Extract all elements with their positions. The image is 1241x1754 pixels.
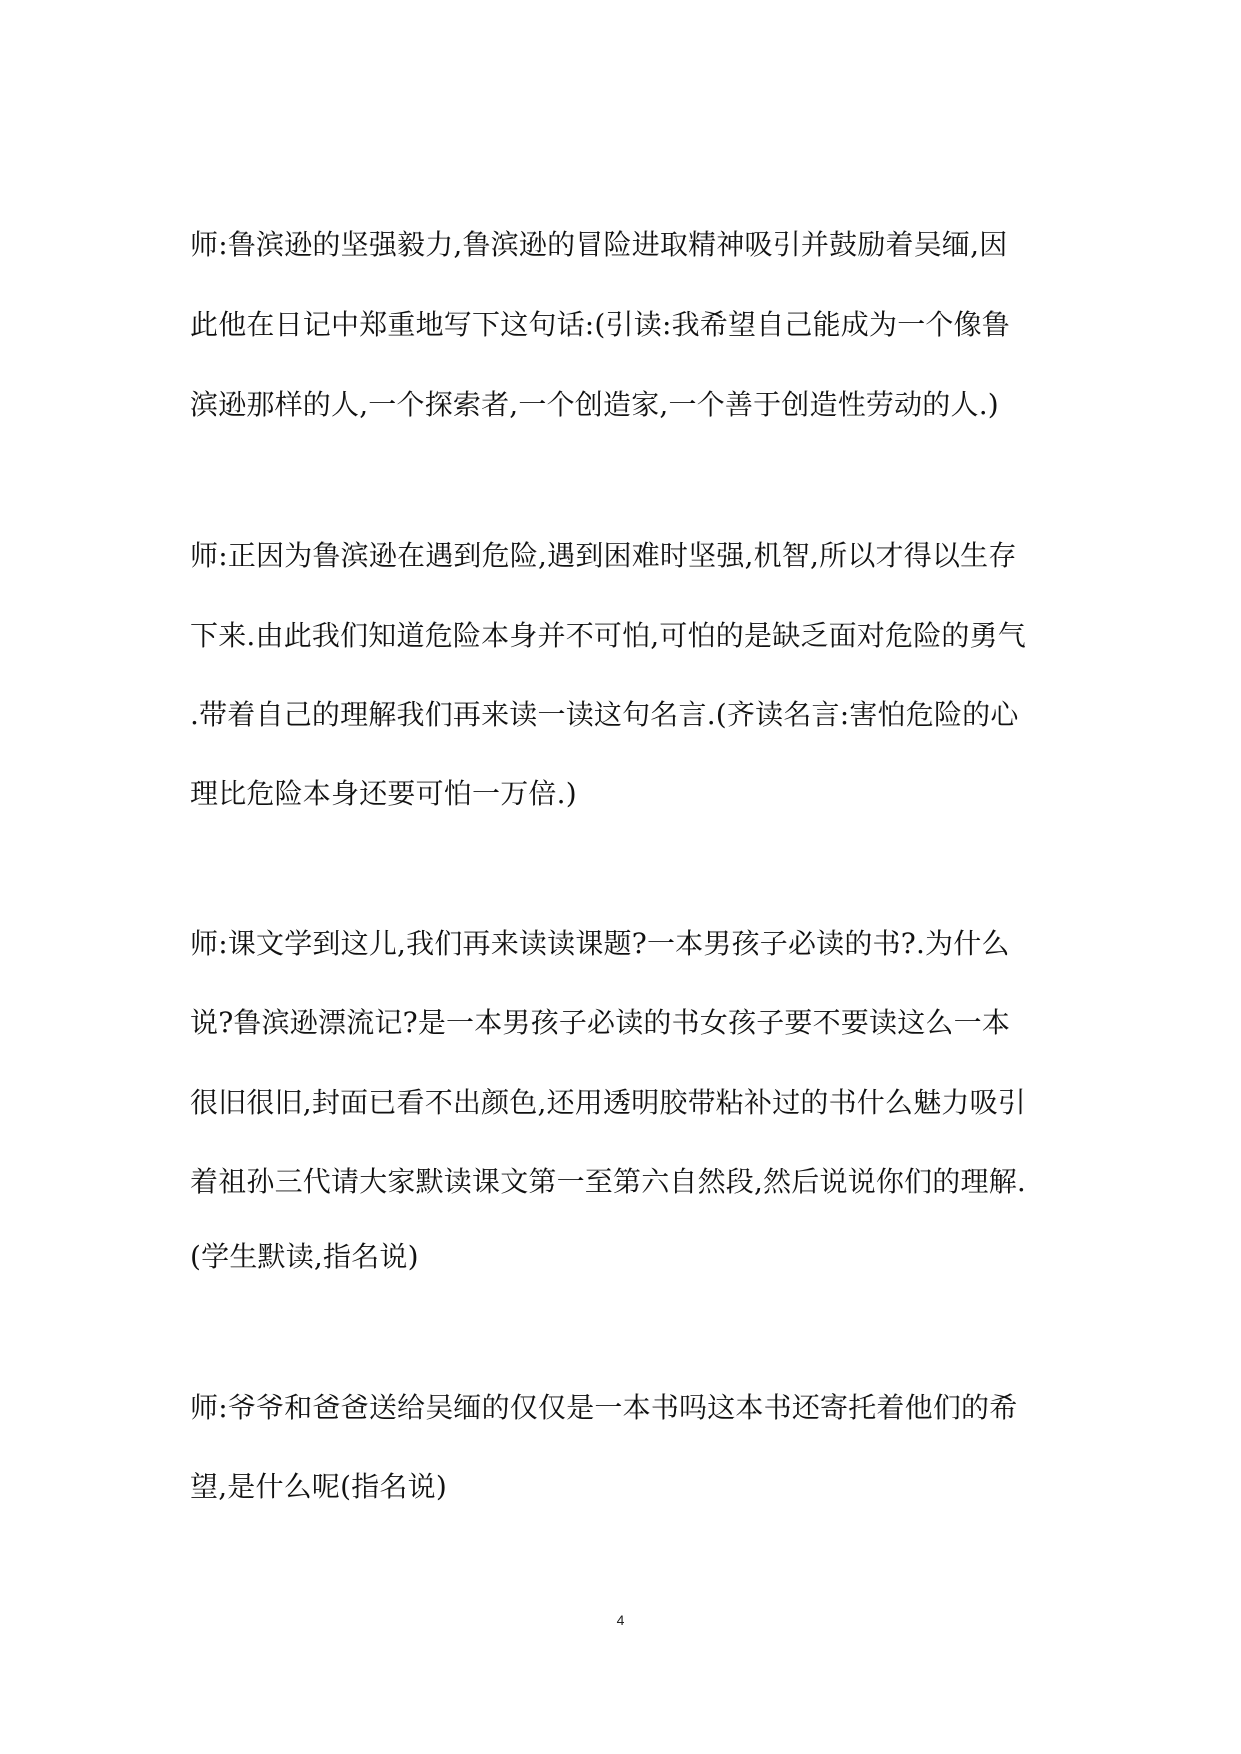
- paragraph-3-line-1: 师:课文学到这儿,我们再来读读课题?一本男孩子必读的书?.为什么: [190, 927, 1010, 960]
- paragraph-2-line-1: 师:正因为鲁滨逊在遇到危险,遇到困难时坚强,机智,所以才得以生存: [190, 539, 1017, 572]
- paragraph-1-line-1: 师:鲁滨逊的坚强毅力,鲁滨逊的冒险进取精神吸引并鼓励着吴缅,因: [190, 228, 1008, 261]
- paragraph-3-line-2: 说?鲁滨逊漂流记?是一本男孩子必读的书女孩子要不要读这么一本: [190, 1006, 1011, 1039]
- paragraph-2-line-3: .带着自己的理解我们再来读一读这句名言.(齐读名言:害怕危险的心: [190, 698, 1019, 731]
- paragraph-4-line-2: 望,是什么呢(指名说): [190, 1470, 447, 1503]
- paragraph-1-line-2: 此他在日记中郑重地写下这句话:(引读:我希望自己能成为一个像鲁: [190, 308, 1010, 341]
- page-number: 4: [616, 1612, 625, 1628]
- paragraph-4-line-1: 师:爷爷和爸爸送给吴缅的仅仅是一本书吗这本书还寄托着他们的希: [190, 1391, 1018, 1424]
- paragraph-3-line-4: 着祖孙三代请大家默读课文第一至第六自然段,然后说说你们的理解.: [190, 1165, 1027, 1198]
- paragraph-3-line-5: (学生默读,指名说): [190, 1240, 419, 1273]
- paragraph-2-line-2: 下来.由此我们知道危险本身并不可怕,可怕的是缺乏面对危险的勇气: [190, 619, 1027, 652]
- paragraph-1-line-3: 滨逊那样的人,一个探索者,一个创造家,一个善于创造性劳动的人.): [190, 388, 999, 421]
- paragraph-3-line-3: 很旧很旧,封面已看不出颜色,还用透明胶带粘补过的书什么魅力吸引: [190, 1086, 1027, 1119]
- paragraph-2-line-4: 理比危险本身还要可怕一万倍.): [190, 777, 577, 810]
